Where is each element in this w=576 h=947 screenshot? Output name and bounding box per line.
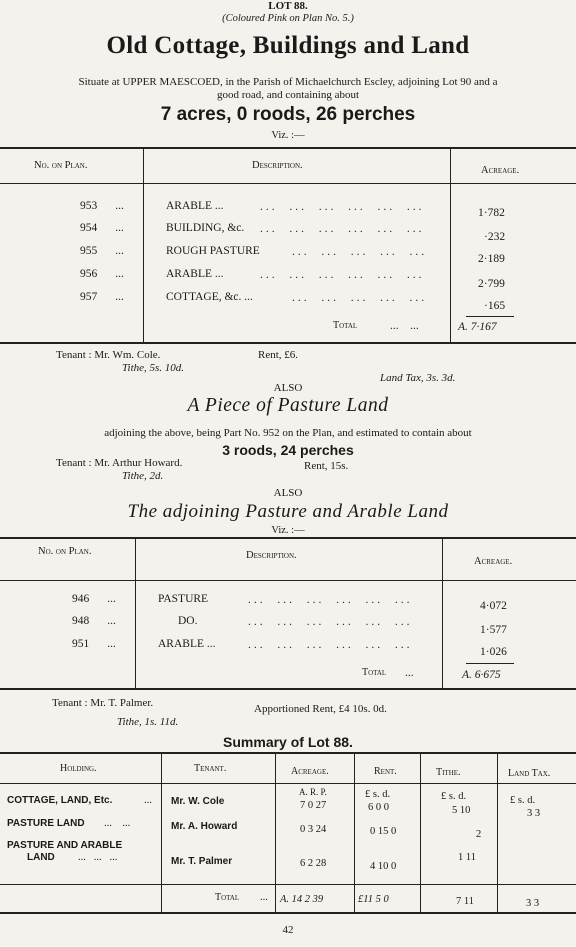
tenant-3: Tenant : Mr. T. Palmer.: [52, 697, 154, 709]
page-number: 42: [282, 924, 294, 936]
summary-header-holding: Holding.: [60, 763, 97, 774]
table-row: 954 ...: [80, 222, 124, 234]
summary-title: Summary of Lot 88.: [223, 734, 353, 750]
row-description: ARABLE ...: [166, 200, 224, 212]
table-1-header-description: Description.: [252, 160, 303, 171]
summary-total-label: Total: [215, 892, 240, 903]
situated-line-2: good road, and containing about: [216, 89, 360, 101]
tenant-2-rent: Rent, 15s.: [304, 460, 349, 472]
row-acreage: ·232: [484, 231, 506, 243]
summary-total-tithe: 7 11: [456, 896, 474, 907]
tenant-2-tithe: Tithe, 2d.: [122, 470, 164, 482]
tenant-3-rent: Apportioned Rent, £4 10s. 0d.: [254, 703, 387, 715]
section-3-viz: Viz. :—: [271, 525, 305, 536]
table-row: PASTURE LAND: [7, 818, 85, 829]
table-row: 956 ...: [80, 268, 124, 280]
tenant-1-tithe: Tithe, 5s. 10d.: [122, 362, 185, 374]
table-2-total: A. 6·675: [462, 669, 501, 681]
table-row: 951 ...: [72, 638, 116, 650]
page-title: Old Cottage, Buildings and Land: [106, 32, 470, 59]
section-2-description: adjoining the above, being Part No. 952 on the Plan, and estimated to contain about: [104, 427, 472, 439]
tenant-1: Tenant : Mr. Wm. Cole.: [56, 349, 161, 361]
summary-header-rent: Rent.: [374, 766, 397, 777]
table-1-header-plan: No. on Plan.: [34, 160, 88, 171]
table-2-header-acreage: Acreage.: [474, 556, 513, 567]
row-description: ROUGH PASTURE: [166, 245, 260, 257]
table-1-total: A. 7·167: [458, 321, 497, 333]
also-label-1: ALSO: [273, 382, 303, 394]
row-acreage: 1·782: [478, 207, 505, 219]
table-row: 957 ...: [80, 291, 124, 303]
table-2-total-label: Total: [362, 667, 387, 678]
section-2-area: 3 roods, 24 perches: [222, 442, 354, 458]
row-acreage: 4·072: [480, 600, 507, 612]
table-2-header-description: Description.: [246, 550, 297, 561]
section-3-title: The adjoining Pasture and Arable Land: [127, 501, 449, 522]
plan-note: (Coloured Pink on Plan No. 5.): [222, 13, 354, 24]
row-description: COTTAGE, &c. ...: [166, 291, 253, 303]
table-row: 946 ...: [72, 593, 116, 605]
table-2-header-plan: No. on Plan.: [38, 546, 92, 557]
section-2-title: A Piece of Pasture Land: [187, 395, 389, 416]
summary-header-tithe: Tithe.: [436, 767, 461, 778]
tenant-1-land-tax: Land Tax, 3s. 3d.: [380, 372, 456, 384]
row-acreage: 2·799: [478, 278, 505, 290]
table-row: 953 ...: [80, 200, 124, 212]
row-acreage: ·165: [484, 300, 506, 312]
row-description: DO.: [178, 615, 198, 627]
viz-label: Viz. :—: [271, 130, 305, 141]
table-row: COTTAGE, LAND, Etc.: [7, 795, 113, 806]
table-1-total-label: Total: [333, 320, 358, 331]
row-description: BUILDING, &c.: [166, 222, 245, 234]
summary-total-rent: £11 5 0: [358, 894, 389, 905]
tenant-3-tithe: Tithe, 1s. 11d.: [117, 716, 179, 728]
lot-area: 7 acres, 0 roods, 26 perches: [160, 104, 416, 125]
summary-total-acreage: A. 14 2 39: [280, 894, 324, 905]
table-row: 955 ...: [80, 245, 124, 257]
table-1-header-acreage: Acreage.: [481, 165, 520, 176]
also-label-2: ALSO: [273, 487, 303, 499]
row-acreage: 2·189: [478, 253, 505, 265]
situated-line-1: Situate at UPPER MAESCOED, in the Parish of Michaelchurch Escley, adjoining Lot 90 and a: [78, 76, 498, 88]
tenant-2: Tenant : Mr. Arthur Howard.: [56, 457, 183, 469]
summary-total-land-tax: 3 3: [526, 898, 540, 909]
table-row: PASTURE AND ARABLE: [7, 840, 123, 851]
summary-header-land-tax: Land Tax.: [508, 768, 551, 779]
row-acreage: 1·577: [480, 624, 507, 636]
summary-header-acreage: Acreage.: [291, 766, 329, 777]
row-description: ARABLE ...: [158, 638, 216, 650]
tenant-1-rent: Rent, £6.: [258, 349, 299, 361]
summary-header-tenant: Tenant.: [194, 763, 227, 774]
lot-number: LOT 88.: [268, 0, 308, 12]
row-description: PASTURE: [158, 593, 209, 605]
table-row: 948 ...: [72, 615, 116, 627]
row-description: ARABLE ...: [166, 268, 224, 280]
row-acreage: 1·026: [480, 646, 507, 658]
